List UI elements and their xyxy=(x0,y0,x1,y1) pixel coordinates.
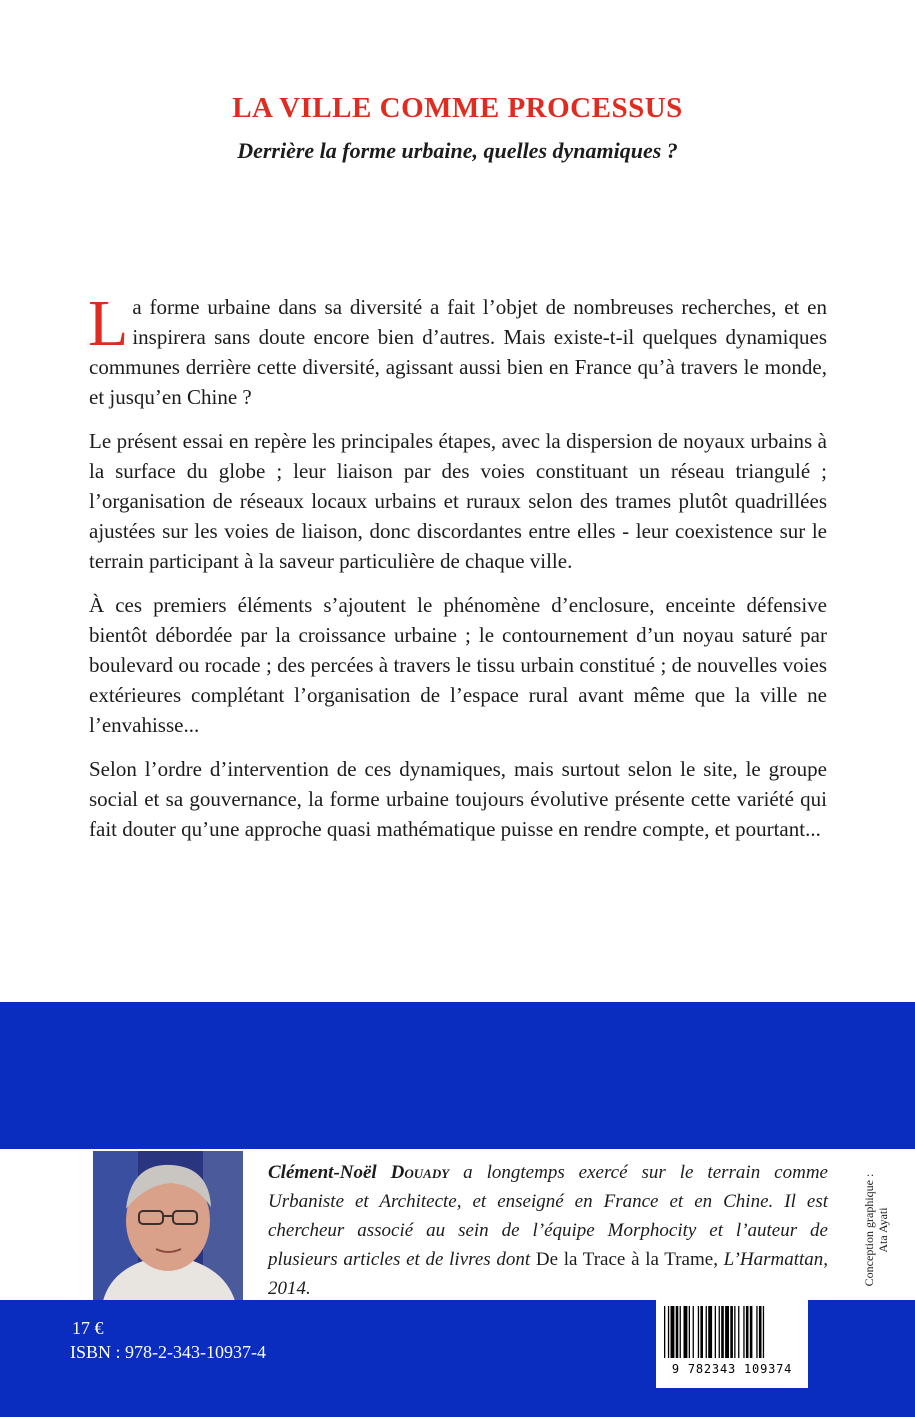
barcode-number: 9 782343 109374 xyxy=(671,1362,793,1376)
design-credit-label: Conception graphique : xyxy=(862,1173,876,1287)
author-photo xyxy=(93,1151,243,1301)
drop-cap: L xyxy=(88,287,129,360)
author-bio xyxy=(268,1158,828,1303)
isbn: ISBN : 978-2-343-10937-4 xyxy=(70,1342,266,1362)
cited-year: 2014. xyxy=(268,1278,311,1299)
design-credit xyxy=(862,1160,902,1300)
book-title: LA VILLE COMME PROCESSUS xyxy=(232,92,683,124)
author-portrait-icon xyxy=(93,1151,243,1301)
cited-book-title: De la Trace à la Trame, xyxy=(535,1249,718,1270)
paragraph-4: Selon l’ordre d’intervention de ces dynamiques, mais surtout selon le site, le groupe social et sa gouvernance, la forme urbaine toujours évolutive présente cette variété qui fait douter qu’une approche quasi mathématique puisse en rendre compte, et pourtant... xyxy=(89,757,827,841)
paragraph-2: Le présent essai en repère les principales étapes, avec la dispersion de noyaux urbains à la surface du globe ; leur liaison par des voies constituant un réseau triangulé ; l’organisation de réseaux locaux urbains et ruraux selon des trames plutôt quadrillées ajustées sur les voies de liaison, donc discordantes entre elles - leur coexistence sur le terrain participant à la saveur particulière de chaque ville. xyxy=(89,429,827,573)
author-bio-text: a longtemps exercé sur le terrain comme Urbaniste et Architecte, et enseigné en France et en Chine. Il est chercheur associé au sein de l’équipe Morphocity et l’auteur de plusieurs articles et de livres dont xyxy=(268,1162,828,1270)
author-name xyxy=(268,1162,449,1183)
author-last-name: Douady xyxy=(390,1162,450,1183)
price: 17 € xyxy=(72,1318,104,1338)
paragraph-3: À ces premiers éléments s’ajoutent le phénomène d’enclosure, enceinte défensive bientôt débordée par la croissance urbaine ; le contournement d’un noyau saturé par boulevard ou rocade ; des percées à travers le tissu urbain constitué ; de nouvelles voies extérieures complétant l’organisation de l’espace rural avant même que la ville ne l’envahisse... xyxy=(89,593,827,737)
book-subtitle: Derrière la forme urbaine, quelles dynamiques ? xyxy=(237,138,678,163)
paragraph-1 xyxy=(88,287,827,412)
blue-band xyxy=(0,1002,915,1149)
cited-publisher: L’Harmattan, xyxy=(723,1249,829,1270)
barcode-icon xyxy=(656,1300,808,1362)
paragraph-1-text: a forme urbaine dans sa diversité a fait l’objet de nombreuses recherches, et en inspirera sans doute encore bien d’autres. Mais existe-t-il quelques dynamiques communes derrière cette diversité, agissant aussi bien en France qu’à travers le monde, et jusqu’en Chine ? xyxy=(89,295,827,409)
design-credit-name: Ata Ayati xyxy=(876,1207,890,1253)
author-first-name: Clément-Noël xyxy=(268,1162,377,1183)
back-cover-blurb xyxy=(88,287,827,858)
